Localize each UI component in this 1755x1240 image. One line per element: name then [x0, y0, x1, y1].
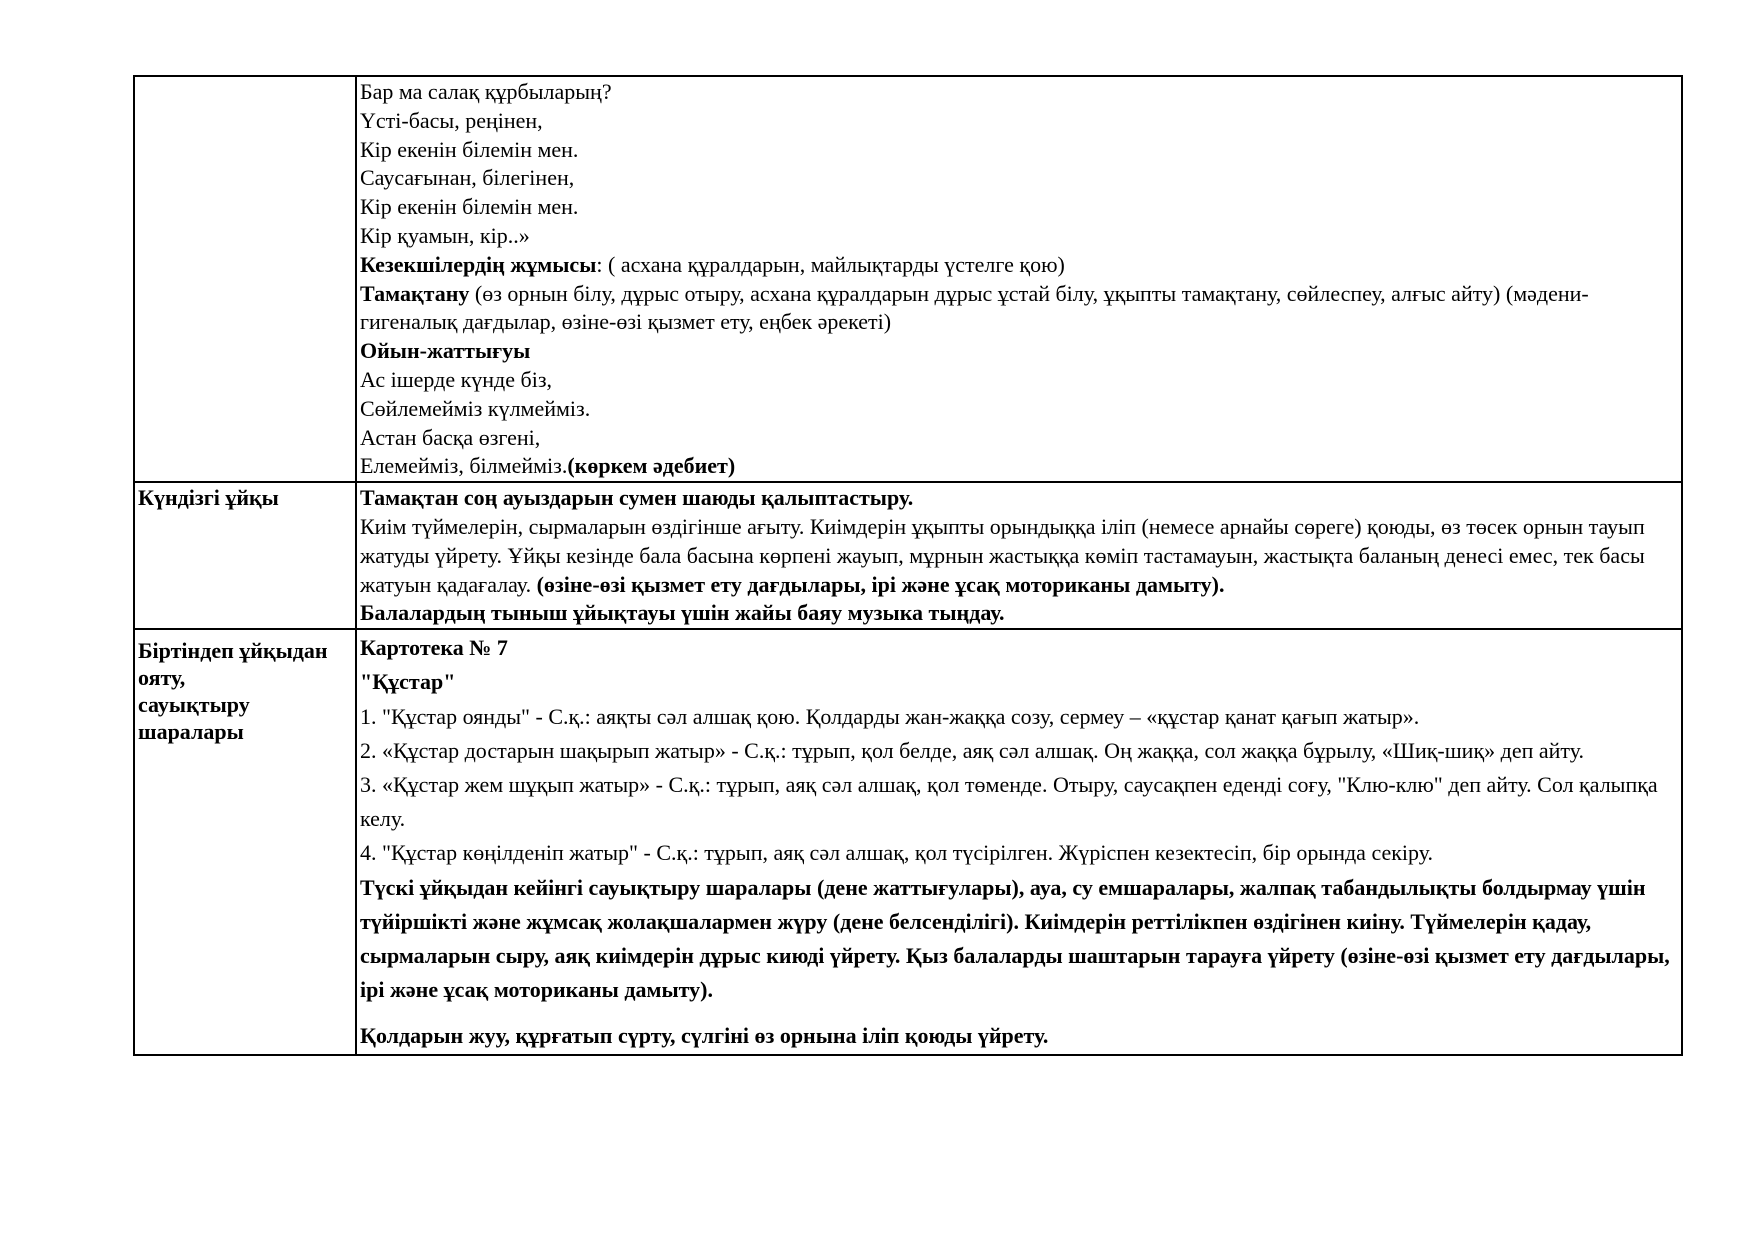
table-row-daytime-sleep [134, 482, 1682, 629]
card-subtitle: "Құстар" [360, 669, 456, 695]
table-row-wake-up [134, 629, 1682, 1054]
poem-line: Бар ма салақ құрбыларың? [360, 79, 612, 104]
row-label-cell [134, 76, 356, 482]
eating-heading: Тамақтану [360, 280, 470, 306]
row-label: Күндізгі ұйқы [138, 485, 279, 511]
row-label-line: шаралары [138, 719, 244, 745]
exercise-item: 2. «Құстар достарын шақырып жатыр» - С.қ.: тұрып, қол белде, аяқ сәл алшақ. Оң жаққа, сол жаққа бұрылу, «Шиқ-шиқ» деп айту. [360, 737, 1585, 763]
row-content-cell [356, 76, 1682, 482]
poem-line: Кір қуамын, кір..» [360, 222, 530, 248]
row-label-line: Біртіндеп ұйқыдан [138, 638, 328, 664]
row-label-cell [134, 629, 356, 1054]
wash-instruction: Қолдарын жуу, құрғатып сүрту, сүлгіні өз орнына іліп қоюды үйрету. [360, 1023, 1049, 1049]
eating-paragraph [360, 280, 1678, 338]
sleep-text: Киім түймелерін, сырмаларын өздігінше ағыту. Киімдерін ұқыпты орындыққа іліп (немесе арнайы сөреге) қоюды, өз төсек орнын тауып жатуды үйрету. Ұйқы кезінде бала басына көрпені жауып, мұрнын жастыққа көміп тастамауын, жастықта баланың денесі емес, тек басы жатуын қадағалау. [360, 513, 1645, 597]
eating-text: (өз орнын білу, дұрыс отыру, асхана құралдарын дұрыс ұстай білу, ұқыпты тамақтану, сөйлеспеу, алғыс айту) (мәдени-гигеналық дағдылар, өзіне-өзі қызмет ету, еңбек әрекеті) [360, 280, 1589, 335]
table-row-meal [134, 76, 1682, 482]
row-label-line: сауықтыру [138, 692, 250, 718]
card-title: Картотека № 7 [360, 635, 508, 661]
poem-line: Кір екенін білемін мен. [360, 136, 579, 162]
game-last-note: (көркем әдебиет) [567, 453, 736, 479]
exercise-item: 4. "Құстар көңілденіп жатыр" - С.қ.: тұрып, аяқ сәл алшақ, қол түсірілген. Жүріспен кезектесіп, бір орында секіру. [360, 840, 1434, 866]
poem-line: Үсті-басы, реңінен, [360, 107, 543, 133]
rinse-instruction: Тамақтан соң ауыздарын сумен шаюды қалыптастыру. [360, 485, 914, 511]
exercise-item: 3. «Құстар жем шұқып жатыр» - С.қ.: тұрып, аяқ сәл алшақ, қол төменде. Отыру, саусақпен еденді соғу, "Клю-клю" деп айту. Сол қалыпқа келу. [360, 771, 1658, 832]
game-line: Астан басқа өзгені, [360, 424, 541, 450]
schedule-table [133, 75, 1683, 1056]
duty-heading: Кезекшілердің жұмысы [360, 251, 597, 277]
duty-text: : ( асхана құралдарын, майлықтарды үстелге қою) [596, 251, 1065, 277]
music-instruction: Балалардың тыныш ұйықтауы үшін жайы баяу музыка тыңдау. [360, 600, 1005, 626]
row-label-cell [134, 482, 356, 629]
health-paragraph: Түскі ұйқыдан кейінгі сауықтыру шаралары (дене жаттығулары), ауа, су емшаралары, жалпақ табандылықты болдырмау үшін түйіршікті және жұмсақ жолақшалармен жүру (дене белсенділігі). Киімдерін реттілікпен өздігінен киіну. Түймелерін қадау, сырмаларын сыру, аяқ киімдерін дұрыс киюді үйрету. Қыз балаларды шаштарын тарауға үйрету (өзіне-өзі қызмет ету дағдылары, ірі және ұсақ моториканы дамыту). [360, 874, 1670, 1003]
game-last-text: Елемейміз, білмейміз. [360, 453, 568, 479]
sleep-paragraph [360, 513, 1678, 599]
row-content-cell [356, 629, 1682, 1054]
sleep-note: (өзіне-өзі қызмет ету дағдылары, ірі және ұсақ моториканы дамыту). [536, 571, 1225, 597]
row-label-line: ояту, [138, 665, 186, 691]
game-last-line [360, 452, 1678, 481]
poem-line: Саусағынан, білегінен, [360, 165, 575, 191]
exercise-item: 1. "Құстар оянды" - С.қ.: аяқты сәл алшақ қою. Қолдарды жан-жаққа созу, сермеу – «құстар қанат қағып жатыр». [360, 703, 1420, 729]
game-line: Ас ішерде күнде біз, [360, 366, 553, 392]
game-title: Ойын-жаттығуы [360, 338, 531, 364]
game-line: Сөйлемейміз күлмейміз. [360, 395, 591, 421]
row-content-cell [356, 482, 1682, 629]
duty-line [360, 251, 1678, 280]
poem-line: Кір екенін білемін мен. [360, 194, 579, 220]
